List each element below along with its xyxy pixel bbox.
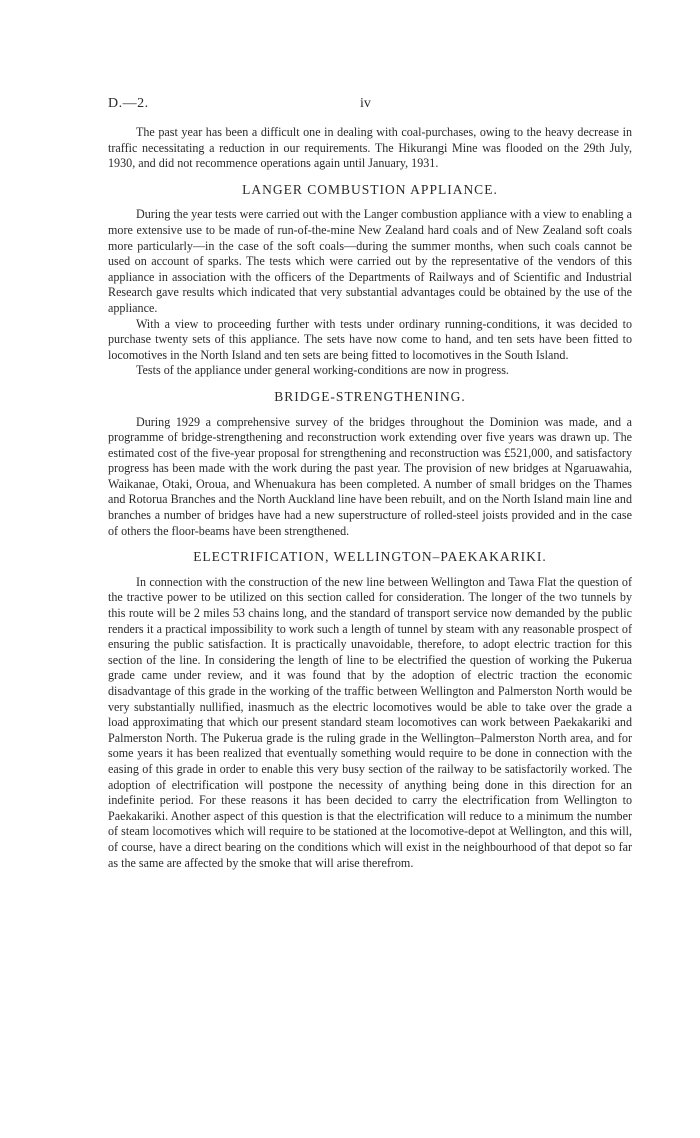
heading-langer-combustion: LANGER COMBUSTION APPLIANCE. xyxy=(242,181,498,197)
heading-bridge-strengthening: BRIDGE-STRENGTHENING. xyxy=(274,388,466,404)
paragraph-langer-tests: During the year tests were carried out with the Langer combustion appliance with a view to enabling a more extensive use to be made of run-of-the-mine New Zealand hard coals and of New Zealand soft coals more particularly—in the case of the soft coals—during the summer months, when such coals cannot be used on account of sparks. The tests which were carried out by the representative of the vendors of this appliance in association with the officers of the Departments of Railways and of Scientific and Industrial Research gave results which indicated that very substantial advantages could be obtained by the use of the appliance. xyxy=(108,207,632,315)
page-number: iv xyxy=(360,96,371,111)
heading-electrification: ELECTRIFICATION, WELLINGTON–PAEKAKARIKI. xyxy=(193,549,547,565)
paragraph-coal-purchases: The past year has been a difficult one in dealing with coal-purchases, owing to the heavy decrease in traffic necessitating a reduction in our requirements. The Hikurangi Mine was flooded on the 29th July, 1930, and did not recommence operations again until January, 1931. xyxy=(108,125,632,171)
paragraph-bridge-survey: During 1929 a comprehensive survey of the bridges throughout the Dominion was made, and a programme of bridge-strengthening and reconstruction work extending over five years was drawn up. The estimated cost of the five-year proposal for strengthening and reconstruction was £521,000, and satisfactory progress has been made with the work during the past year. The provision of new bridges at Ngaruawahia, Waikanae, Otaki, Oroua, and Whenuakura has been completed. A number of small bridges on the Thames and Rotorua Branches and the North Auckland line have been rebuilt, and on the North Island main line and branches a number of bridges have had a new superstructure of rolled-steel joists provided and in the case of others the floor-beams have been strengthened. xyxy=(108,414,632,538)
page-body xyxy=(108,125,632,871)
paragraph-langer-purchase: With a view to proceeding further with tests under ordinary running-conditions, it was decided to purchase twenty sets of this appliance. The sets have now come to hand, and ten sets have been fitted to locomotives in the North Island and ten sets are being fitted to locomotives in the South Island. xyxy=(108,316,632,362)
paragraph-electrification: In connection with the construction of the new line between Wellington and Tawa Flat the question of the tractive power to be utilized on this section called for consideration. The longer of the two tunnels by this route will be 2 miles 53 chains long, and the standard of transport service now demanded by the public renders it a practical impossibility to work such a length of tunnel by steam with any reasonable prospect of ensuring the public satisfaction. It is practically unavoidable, therefore, to adopt electric traction for this section of the line. In considering the length of line to be electrified the question of working the Pukerua grade came under review, and it was found that by the adoption of electric traction the economic disadvantage of this grade in the working of the traffic between Wellington and Palmerston North would be very substantially nullified, inasmuch as the electric locomotives would be able to take over the grade a load approximating that which our present standard steam locomotives can work between Paekakariki and Palmerston North. The Pukerua grade is the ruling grade in the Wellington–Palmerston North area, and for some years it has been realized that eventually something would require to be done in connection with the easing of this grade in order to enable this very busy section of the railway to be satisfactorily worked. The adoption of electrification will postpone the necessity of anything being done in this direction for an indefinite period. For these reasons it has been decided to carry the electrification from Wellington to Paekakariki. Another aspect of this question is that the electrification will reduce to a minimum the number of steam locomotives which will require to be stationed at the locomotive-depot at Wellington, and this will, of course, have a direct bearing on the conditions which will exist in the neighbourhood of that depot so far as the same are affected by the smoke that will arise therefrom. xyxy=(108,574,632,870)
paragraph-langer-progress: Tests of the appliance under general working-conditions are now in progress. xyxy=(136,363,509,378)
document-reference: D.—2. xyxy=(108,96,149,111)
